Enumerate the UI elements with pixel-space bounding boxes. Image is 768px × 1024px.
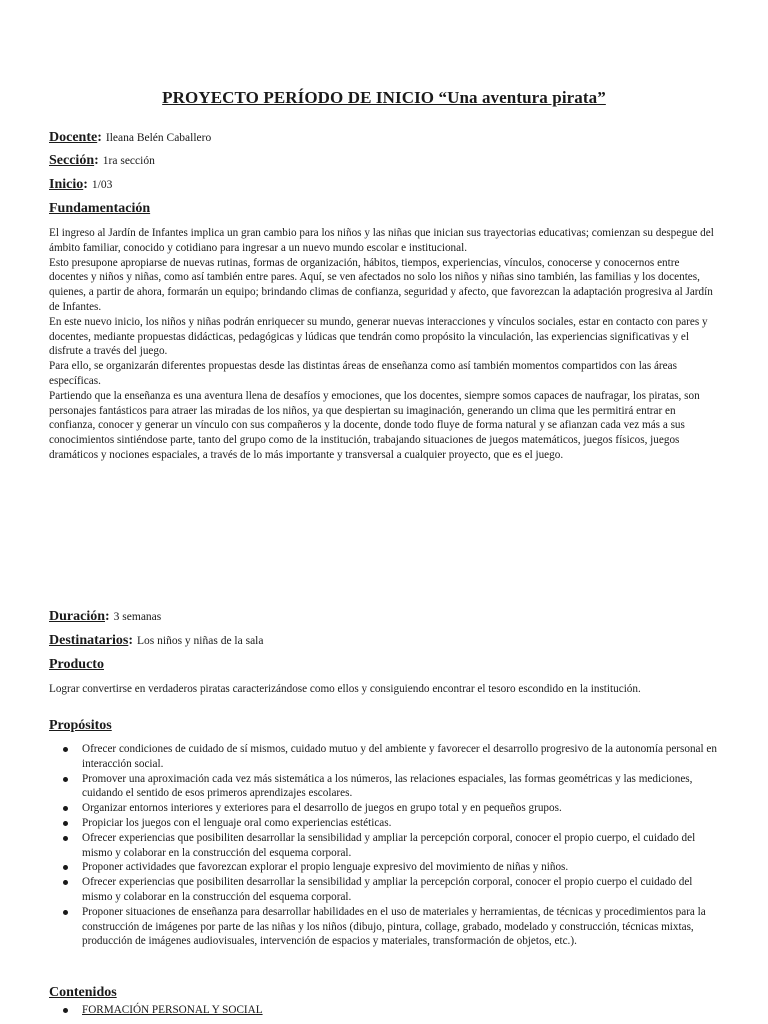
- fundamentacion-paragraph: Para ello, se organizarán diferentes propuestas desde las distintas áreas de enseñanza como así también momentos compartidos con las áreas específicas.: [49, 360, 677, 387]
- list-item: Promover una aproximación cada vez más sistemática a los números, las relaciones espaciales, las formas geométricas y las mediciones, cuidando el sentido de esos primeros aprendizajes escolares.: [49, 772, 717, 802]
- duracion-label: Duración: [49, 609, 105, 624]
- fundamentacion-text: [49, 226, 717, 463]
- list-item: Organizar entornos interiores y exteriores para el desarrollo de juegos en grupo total y en pequeños grupos.: [49, 801, 717, 816]
- list-item: Ofrecer experiencias que posibiliten desarrollar la sensibilidad y ampliar la percepción corporal, conocer el propio cuerpo el cuidado del mismo y colaborar en la construcción del esquema corporal.: [49, 875, 717, 905]
- duracion-value: 3 semanas: [113, 611, 162, 623]
- list-item: FORMACIÓN PERSONAL Y SOCIAL: [49, 1003, 717, 1018]
- inicio-label: Inicio: [49, 177, 84, 192]
- producto-heading: Producto: [49, 657, 104, 672]
- duracion-field: Duración: 3 semanas: [49, 609, 162, 624]
- list-item: Propiciar los juegos con el lenguaje oral como experiencias estéticas.: [49, 816, 717, 831]
- seccion-label: Sección: [49, 153, 95, 168]
- docente-field: Docente: Ileana Belén Caballero: [49, 130, 212, 145]
- propositos-list: [49, 742, 717, 949]
- document-title: PROYECTO PERÍODO DE INICIO “Una aventura pirata”: [162, 88, 606, 107]
- propositos-heading: Propósitos: [49, 718, 112, 733]
- fundamentacion-paragraph: Partiendo que la enseñanza es una aventura llena de desafíos y emociones, que los docentes, siempre somos capaces de naufragar, los piratas, son personajes fantásticos para atraer las miradas de los niños, ya que despiertan su imaginación, generando un clima que les permitirá entrar en confianza, conocer y generar un vínculo con sus compañeros y la docente, donde todo fluye de forma natural y se afianzan cada vez más a sus conocimientos sintiéndose parte, tanto del grupo como de la institución, trabajando situaciones de juegos matemáticos, juegos físicos, juegos dramáticos y nociones espaciales, a través de lo más importante y transversal a cualquier proyecto, que es el juego.: [49, 389, 700, 461]
- contenidos-heading: Contenidos: [49, 985, 117, 1000]
- list-item: Proponer situaciones de enseñanza para desarrollar habilidades en el uso de materiales y herramientas, de técnicas y procedimientos para la construcción de imágenes por parte de las niñas y los niños (dibujo, pintura, collage, grabado, modelado y construcción, técnicas mixtas, producción de imágenes audiovisuales, intervención de espacios y materiales, transformación de objetos, etc.).: [49, 905, 717, 949]
- inicio-field: Inicio: 1/03: [49, 177, 113, 192]
- docente-label: Docente: [49, 130, 98, 145]
- producto-text: Lograr convertirse en verdaderos piratas caracterizándose como ellos y consiguiendo encontrar el tesoro escondido en la institución.: [49, 683, 641, 695]
- destinatarios-value: Los niños y niñas de la sala: [137, 635, 264, 647]
- fundamentacion-heading: Fundamentación: [49, 201, 151, 216]
- fundamentacion-paragraph: En este nuevo inicio, los niños y niñas podrán enriquecer su mundo, generar nuevas interacciones y vínculos sociales, estar en contacto con pares y docentes, mediante propuestas didácticas, pedagógicas y lúdicas que tendrán como propósito la vinculación, las experiencias significativas y el disfrute a través del juego.: [49, 315, 708, 358]
- fundamentacion-paragraph: Esto presupone apropiarse de nuevas rutinas, formas de organización, hábitos, tiempos, experiencias, vínculos, conocerse y conocernos entre docentes y niños y niñas, como así también entre pares. Aquí, se ven afectados no solo los niños y niñas sino también, las familias y los docentes, quienes, a partir de ahora, formarán un equipo; brindando climas de confianza, seguridad y afecto, que favorezcan la adaptación progresiva al Jardín de Infantes.: [49, 256, 713, 313]
- list-item: Ofrecer experiencias que posibiliten desarrollar la sensibilidad y ampliar la percepción corporal, conocer el propio cuerpo, el cuidado del mismo y colaborar en la construcción del esquema corporal.: [49, 831, 717, 861]
- seccion-field: Sección: 1ra sección: [49, 153, 155, 168]
- inicio-value: 1/03: [91, 179, 113, 191]
- contenidos-list: [49, 1003, 717, 1018]
- fundamentacion-paragraph: El ingreso al Jardín de Infantes implica un gran cambio para los niños y las niñas que inician sus trayectorias educativas; comienzan su despegue del ámbito familiar, conocido y cotidiano para ingresar a un nuevo mundo escolar e institucional.: [49, 227, 714, 254]
- destinatarios-field: Destinatarios: Los niños y niñas de la sala: [49, 633, 264, 648]
- seccion-value: 1ra sección: [102, 155, 155, 167]
- destinatarios-label: Destinatarios: [49, 633, 129, 648]
- list-item: Ofrecer condiciones de cuidado de sí mismos, cuidado mutuo y del ambiente y favorecer el desarrollo progresivo de la autonomía personal en interacción social.: [49, 742, 717, 772]
- list-item: Proponer actividades que favorezcan explorar el propio lenguaje expresivo del movimiento de niñas y niños.: [49, 860, 717, 875]
- docente-value: Ileana Belén Caballero: [105, 132, 212, 144]
